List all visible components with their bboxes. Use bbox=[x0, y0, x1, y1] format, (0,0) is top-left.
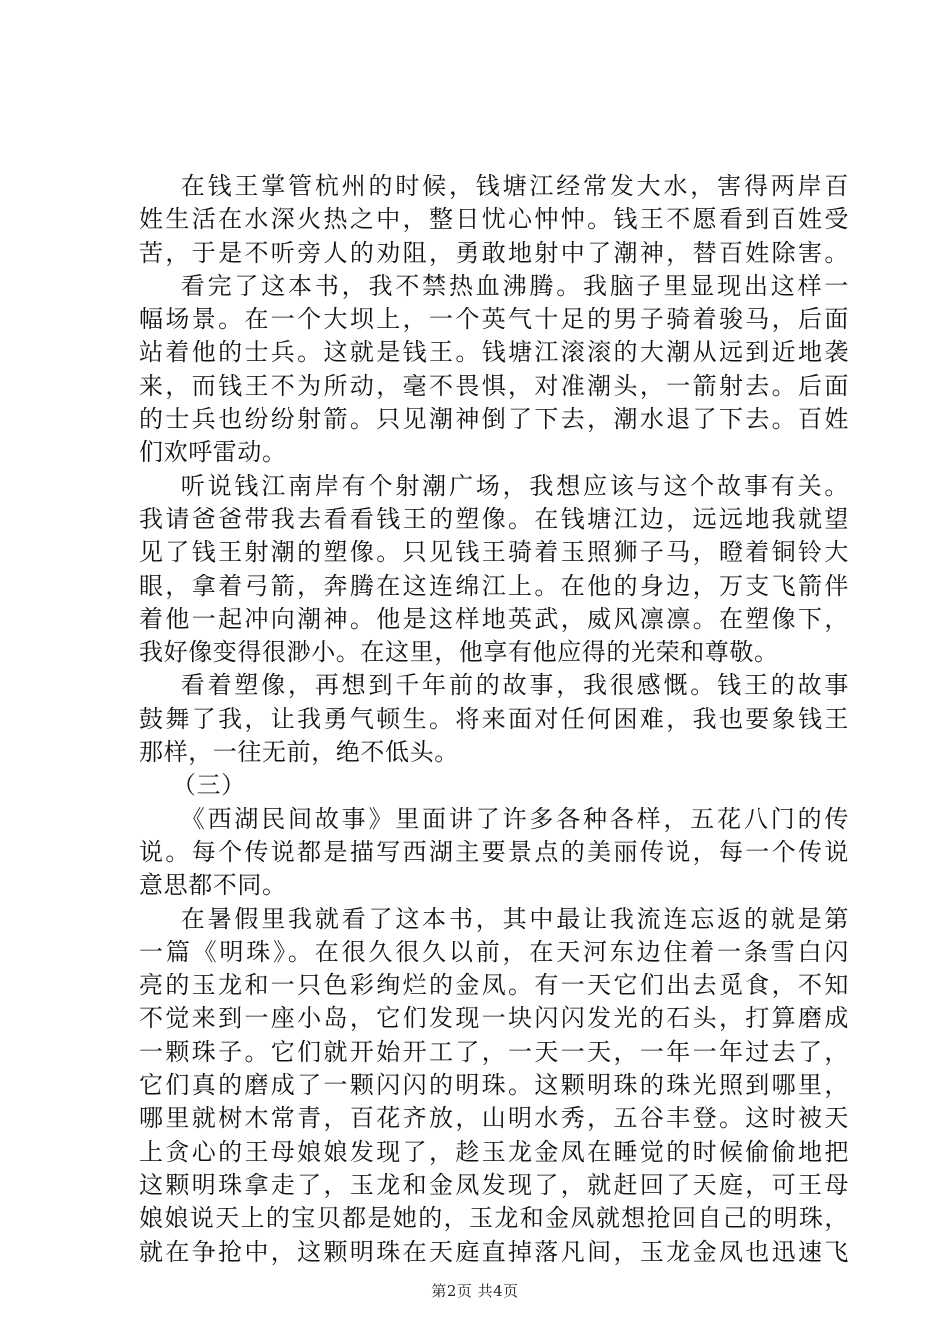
text-line: 一颗珠子。它们就开始开工了，一天一天，一年一年过去了， bbox=[139, 1037, 849, 1066]
text-line: 来，而钱王不为所动，毫不畏惧，对准潮头，一箭射去。后面 bbox=[139, 371, 849, 400]
text-line: 娘娘说天上的宝贝都是她的，玉龙和金凤就想抢回自己的明珠， bbox=[139, 1204, 849, 1233]
text-line: 意思都不同。 bbox=[139, 871, 287, 900]
text-line: 看着塑像，再想到千年前的故事，我很感慨。钱王的故事 bbox=[139, 671, 849, 700]
text-line: 这颗明珠拿走了，玉龙和金凤发现了，就赶回了天庭，可王母 bbox=[139, 1170, 849, 1199]
text-line: 们欢呼雷动。 bbox=[139, 438, 287, 467]
text-line: 苦，于是不听旁人的劝阻，勇敢地射中了潮神，替百姓除害。 bbox=[139, 238, 849, 267]
text-line: 就在争抢中，这颗明珠在天庭直掉落凡间，玉龙金凤也迅速飞 bbox=[139, 1237, 849, 1266]
text-line: 亮的玉龙和一只色彩绚烂的金凤。有一天它们出去觅食，不知 bbox=[139, 971, 849, 1000]
text-line: 我好像变得很渺小。在这里，他享有他应得的光荣和尊敬。 bbox=[139, 638, 779, 667]
text-line: 说。每个传说都是描写西湖主要景点的美丽传说，每一个传说 bbox=[139, 837, 849, 866]
text-line: （三） bbox=[139, 771, 246, 800]
text-line: 姓生活在水深火热之中，整日忧心忡忡。钱王不愿看到百姓受 bbox=[139, 205, 849, 234]
text-line: 一篇《明珠》。在很久很久以前，在天河东边住着一条雪白闪 bbox=[139, 937, 849, 966]
text-line: 在暑假里我就看了这本书，其中最让我流连忘返的就是第 bbox=[139, 904, 849, 933]
text-line: 那样，一往无前，绝不低头。 bbox=[139, 738, 459, 767]
text-line: 站着他的士兵。这就是钱王。钱塘江滚滚的大潮从远到近地袭 bbox=[139, 338, 849, 367]
text-line: 眼，拿着弓箭，奔腾在这连绵江上。在他的身边，万支飞箭伴 bbox=[139, 571, 849, 600]
text-line: 鼓舞了我，让我勇气顿生。将来面对任何困难，我也要象钱王 bbox=[139, 704, 849, 733]
text-line: 见了钱王射潮的塑像。只见钱王骑着玉照狮子马，瞪着铜铃大 bbox=[139, 538, 849, 567]
text-line: 我请爸爸带我去看看钱王的塑像。在钱塘江边，远远地我就望 bbox=[139, 504, 849, 533]
text-line: 哪里就树木常青，百花齐放，山明水秀，五谷丰登。这时被天 bbox=[139, 1104, 849, 1133]
text-line: 不觉来到一座小岛，它们发现一块闪闪发光的石头，打算磨成 bbox=[139, 1004, 849, 1033]
text-line: 上贪心的王母娘娘发现了，趁玉龙金凤在睡觉的时候偷偷地把 bbox=[139, 1137, 849, 1166]
text-line: 幅场景。在一个大坝上，一个英气十足的男子骑着骏马，后面 bbox=[139, 305, 849, 334]
text-line: 看完了这本书，我不禁热血沸腾。我脑子里显现出这样一 bbox=[139, 271, 849, 300]
text-line: 的士兵也纷纷射箭。只见潮神倒了下去，潮水退了下去。百姓 bbox=[139, 405, 849, 434]
text-line: 着他一起冲向潮神。他是这样地英武，威风凛凛。在塑像下， bbox=[139, 604, 849, 633]
text-line: 它们真的磨成了一颗闪闪的明珠。这颗明珠的珠光照到哪里， bbox=[139, 1071, 849, 1100]
text-line: 听说钱江南岸有个射潮广场，我想应该与这个故事有关。 bbox=[139, 471, 849, 500]
body-text bbox=[139, 170, 849, 1269]
page-footer: 第2页 共4页 bbox=[431, 1282, 519, 1300]
text-line: 在钱王掌管杭州的时候，钱塘江经常发大水，害得两岸百 bbox=[139, 172, 849, 200]
text-line: 《西湖民间故事》里面讲了许多各种各样，五花八门的传 bbox=[139, 804, 849, 833]
